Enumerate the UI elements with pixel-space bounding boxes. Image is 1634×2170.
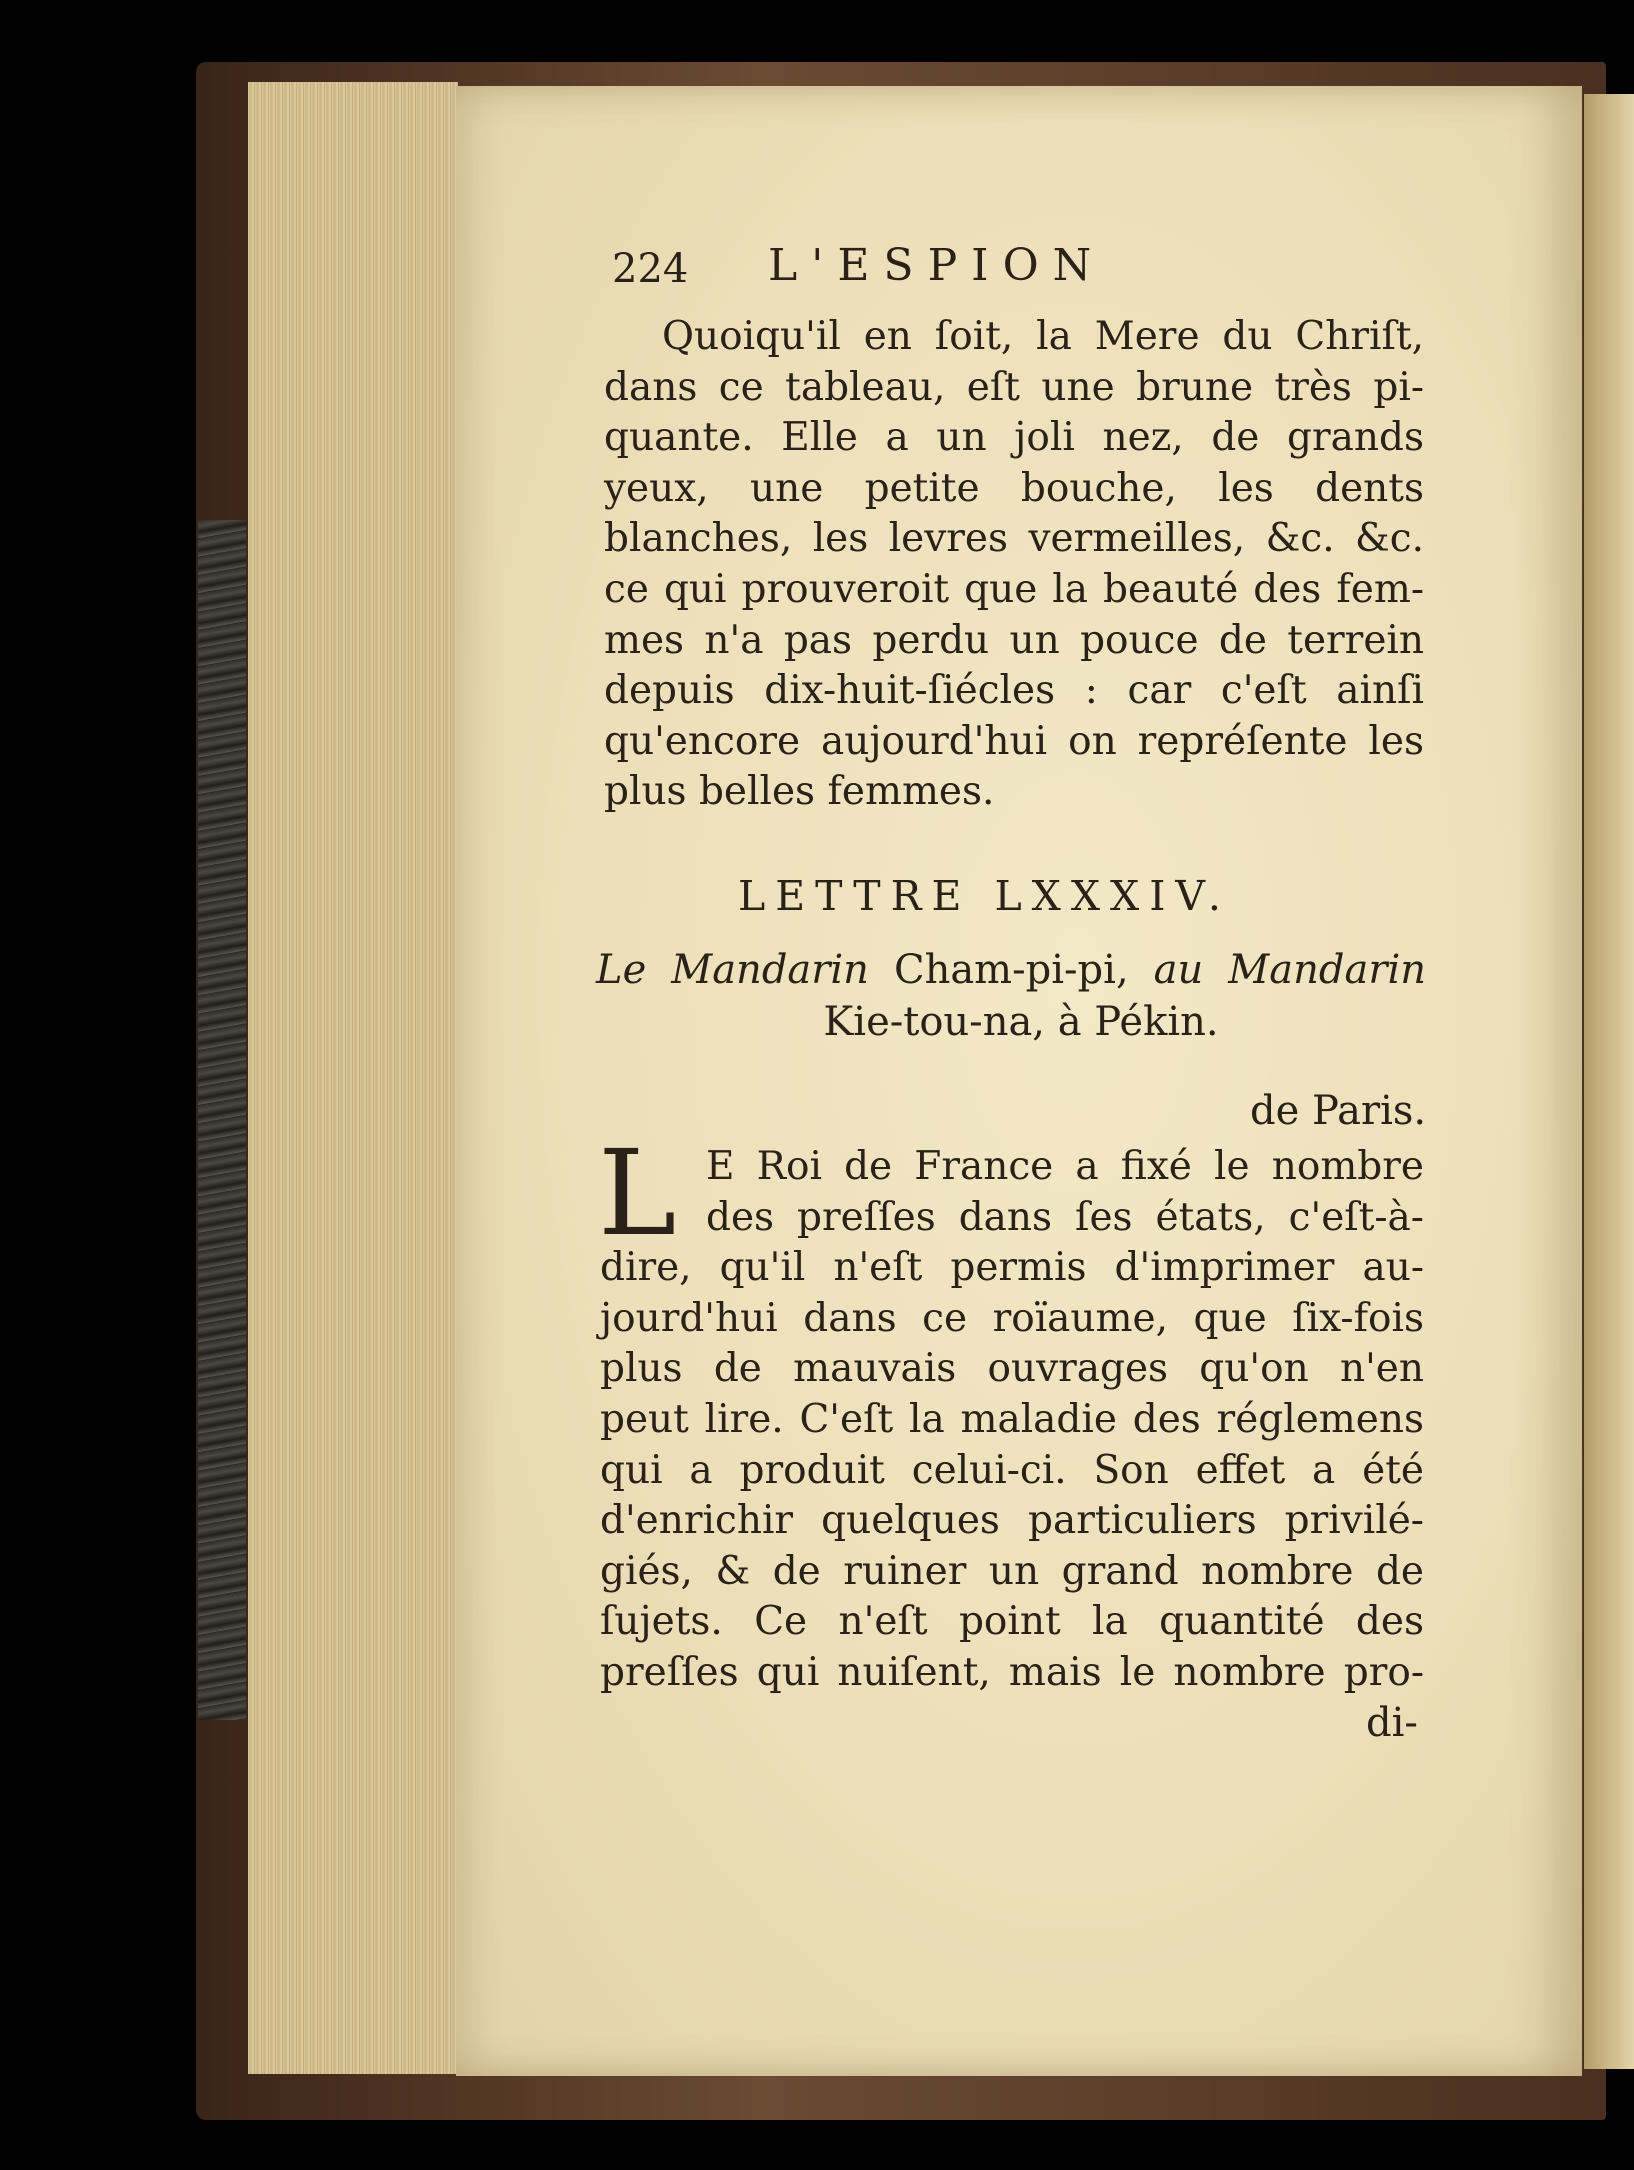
text-line: jourd'hui dans ce roïaume, que ſix-fois: [600, 1295, 1424, 1341]
address-sender: Cham-pi-pi,: [893, 947, 1129, 993]
letter-body: [598, 1124, 1424, 1699]
text-line: yeux, une petite bouche, les dents: [604, 465, 1424, 511]
text-line: d'enrichir quelques particuliers privilé-: [600, 1498, 1424, 1544]
text-line: ce qui prouveroit que la beauté des fem-: [604, 566, 1424, 612]
letter-place: de Paris.: [1250, 1088, 1427, 1134]
text-line: mes n'a pas perdu un pouce de terrein: [604, 617, 1424, 663]
facing-page-edge: [1584, 94, 1634, 2069]
address-recipient: Kie-tou-na, à Pékin.: [823, 999, 1219, 1045]
text-line: plus de mauvais ouvrages qu'on n'en: [600, 1346, 1424, 1392]
text-line: peut lire. C'eſt la maladie des réglemens: [600, 1396, 1424, 1442]
address-au: au: [1153, 947, 1204, 993]
text-line: ſujets. Ce n'eſt point la quantité des: [600, 1599, 1424, 1645]
page-edges: [248, 82, 458, 2074]
marbled-edge: [198, 520, 246, 1720]
paragraph-continuation: [604, 312, 1424, 818]
address-mandarin: Mandarin: [1228, 947, 1426, 993]
text-line: quante. Elle a un joli nez, de grands: [604, 415, 1424, 461]
text-line: qu'encore aujourd'hui on repréſente les: [604, 718, 1424, 764]
page-header: [612, 240, 1232, 300]
address-le: Le: [596, 947, 647, 993]
catchword: di-: [1366, 1700, 1418, 1746]
letter-address: [596, 944, 1426, 1048]
text-line: E Roi de France a fixé le nombre: [706, 1144, 1424, 1189]
text-line: qui a produit celui-ci. Son effet a été: [600, 1447, 1424, 1493]
running-title: L'ESPION: [768, 240, 1106, 291]
text-line: blanches, les levres vermeilles, &c. &c.: [604, 516, 1424, 562]
address-mandarin: Mandarin: [671, 947, 869, 993]
text-line: depuis dix-huit-ſiécles : car c'eſt ainſi: [604, 668, 1424, 714]
letter-title: LETTRE LXXXIV.: [738, 872, 1231, 920]
text-line: des preſſes dans ſes états, c'eſt-à-: [706, 1194, 1424, 1240]
text-line: giés, & de ruiner un grand nombre de: [600, 1548, 1424, 1594]
drop-cap: L: [598, 1124, 677, 1262]
text-line: dans ce tableau, eſt une brune très pi-: [604, 364, 1424, 410]
text-line: Quoiqu'il en ſoit, la Mere du Chriſt,: [662, 314, 1424, 359]
text-line: preſſes qui nuiſent, mais le nombre pro-: [600, 1649, 1424, 1695]
page-number: 224: [612, 246, 689, 292]
text-line: dire, qu'il n'eſt permis d'imprimer au-: [600, 1245, 1424, 1291]
text-line: plus belles femmes.: [604, 769, 995, 815]
